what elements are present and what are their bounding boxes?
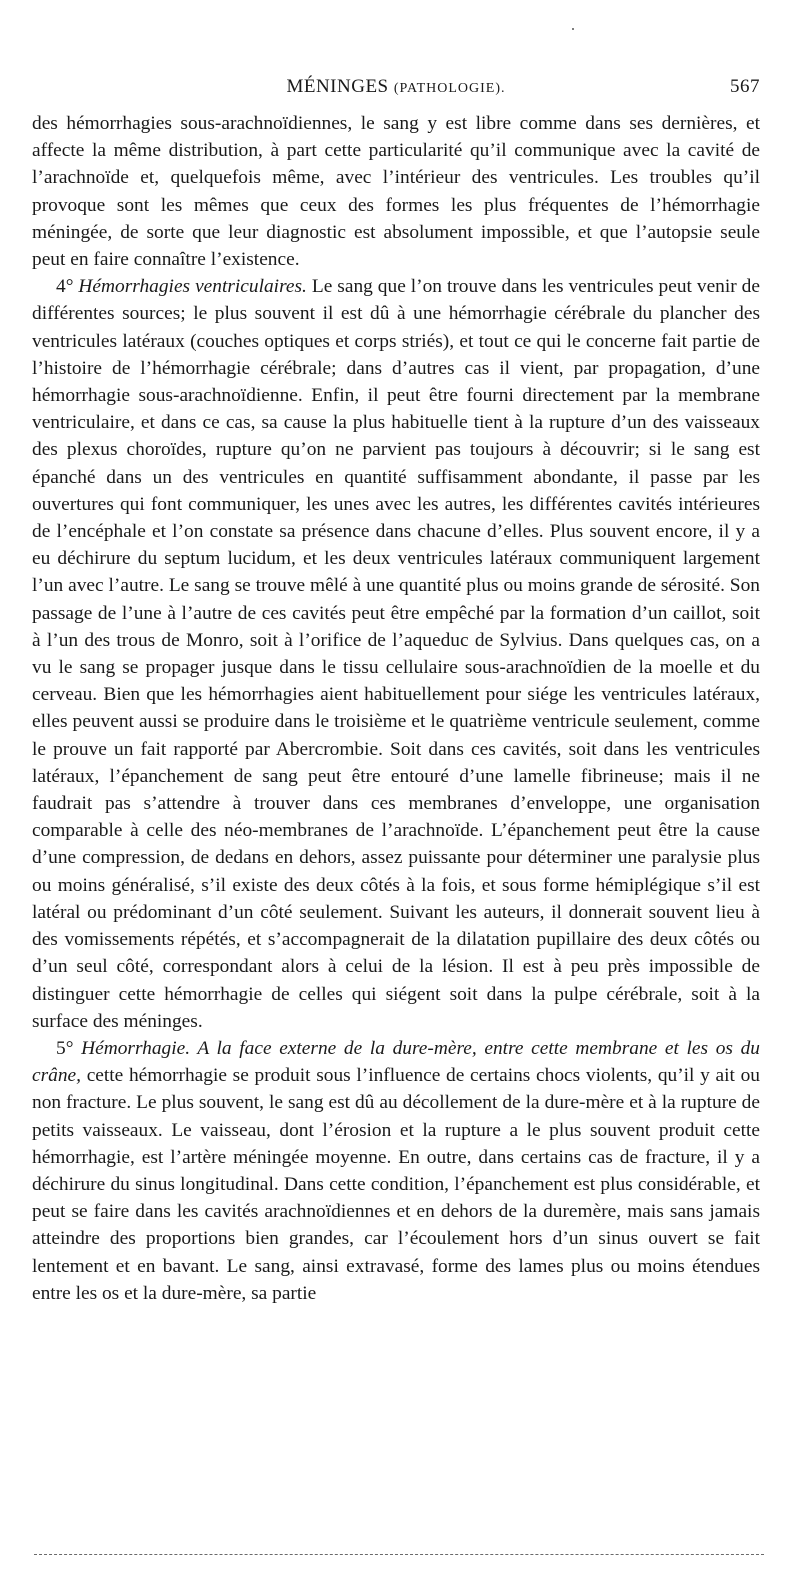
body-text — [32, 110, 760, 1307]
text-run: cette hémorrhagie se produit sous l’influence de certains chocs violents, qu’il y ait ou non fracture. Le plus souvent, le sang est dû au décollement de la dure-mère et à la rupture de petits vaisseaux. Le vaisseau, dont l’érosion et la rupture a le plus souvent produit cette hémorrhagie, est l’artère méningée moyenne. En outre, dans certains cas de fracture, il y a déchirure du sinus longitudinal. Dans cette condition, l’épanchement est plus considérable, et peut se faire dans les cavités arachnoïdiennes et en dehors de la duremère, mais sans jamais atteindre des proportions bien grandes, car l’écoulement hors d’un sinus ouvert se fait lentement et en bavant. Le sang, ainsi extravasé, forme des lames plus ou moins étendues entre les os et la dure-mère, sa partie — [32, 1065, 760, 1304]
italic-run: Hémorrhagie. A la face externe de la dure-mère, entre cette membrane et les os du crâne, — [32, 1037, 760, 1087]
text-run: Le sang que l’on trouve dans les ventricules peut venir de différentes sources; le plus souvent il est dû à une hémorrhagie cérébrale du plancher des ventricules latéraux (couches optiques et corps striés), et tout ce qui le concerne fait partie de l’histoire de l’hémorrhagie cérébrale; dans d’autres cas il vient, par propagation, d’une hémorrhagie sous-arachnoïdienne. Enfin, il peut être fourni directement par la membrane ventriculaire, et dans ce cas, sa cause la plus habituelle tient à la rupture d’un des vaisseaux des plexus choroïdes, rupture qu’on ne parvient pas toujours à découvrir; si le sang est épanché dans un des ventricules en quantité suffisamment abondante, il passe par les ouvertures qui font communiquer, les unes avec les autres, les différentes cavités intérieures de l’encéphale et l’on constate sa présence dans chacune d’elles. Plus souvent encore, il y a eu déchirure du septum lucidum, et les deux ventricules latéraux communiquent largement l’un avec l’autre. Le sang se trouve mêlé à une quantité plus ou moins grande de sérosité. Son passage de l’une à l’autre de ces cavités peut être empêché par la formation d’un caillot, soit à l’un des trous de Monro, soit à l’orifice de l’aqueduc de Sylvius. Dans quelques cas, on a vu le sang se propager jusque dans le tissu cellulaire sous-arachnoïdien de la moelle et du cerveau. Bien que les hémorrhagies aient habituellement pour siége les ventricules latéraux, elles peuvent aussi se produire dans le troisième et le quatrième ventricule seulement, comme le prouve un fait rapporté par Abercrombie. Soit dans ces cavités, soit dans les ventricules latéraux, l’épanchement de sang peut être entouré d’une lamelle fibrineuse; mais il ne faudrait pas s’attendre à trouver dans ces membranes d’enveloppe, une organisation comparable à celle des néo-membranes de l’arachnoïde. L’épanchement peut être la cause d’une compression, de dedans en dehors, assez puissante pour déterminer une paralysie plus ou moins généralisé, s’il existe des deux côtés à la fois, et sous forme hémiplégique s’il est latéral ou prédominant d’un côté seulement. Suivant les auteurs, il donnerait souvent lieu à des vomissements répétés, et s’accompagnerait de la dilatation pupillaire des deux côtés ou d’un seul côté, correspondant alors à celui de la lésion. Il est à peu près impossible de distinguer cette hémorrhagie de celles qui siégent soit dans la pulpe cérébrale, soit à la surface des méninges. — [32, 276, 760, 1032]
italic-run: Hémorrhagies ventriculaires. — [78, 276, 307, 298]
footer-rule — [34, 1554, 764, 1555]
text-run: 5° — [56, 1037, 82, 1059]
section-subtitle: (PATHOLOGIE). — [393, 81, 506, 96]
paragraph — [32, 273, 760, 1035]
section-title: MÉNINGES — [286, 76, 389, 97]
running-title — [32, 76, 760, 98]
ink-speck — [572, 28, 574, 30]
text-run: des hémorrhagies sous-arachnoïdiennes, le sang y est libre comme dans ses dernières, et affecte la même distribution, à part cette particularité qu’il communique avec la cavité de l’arachnoïde et, quelquefois même, avec l’intérieur des ventricules. Les troubles qu’il provoque sont les mêmes que ceux des formes les plus fréquentes de l’hémorrhagie méningée, de sorte que leur diagnostic est absolument impossible, et que l’autopsie seule peut en faire connaître l’existence. — [32, 113, 760, 271]
running-head — [32, 76, 760, 110]
book-page — [32, 76, 760, 1307]
paragraph — [32, 110, 760, 273]
paragraph — [32, 1035, 760, 1307]
page-number: 567 — [730, 76, 760, 97]
text-run: 4° — [56, 276, 79, 298]
